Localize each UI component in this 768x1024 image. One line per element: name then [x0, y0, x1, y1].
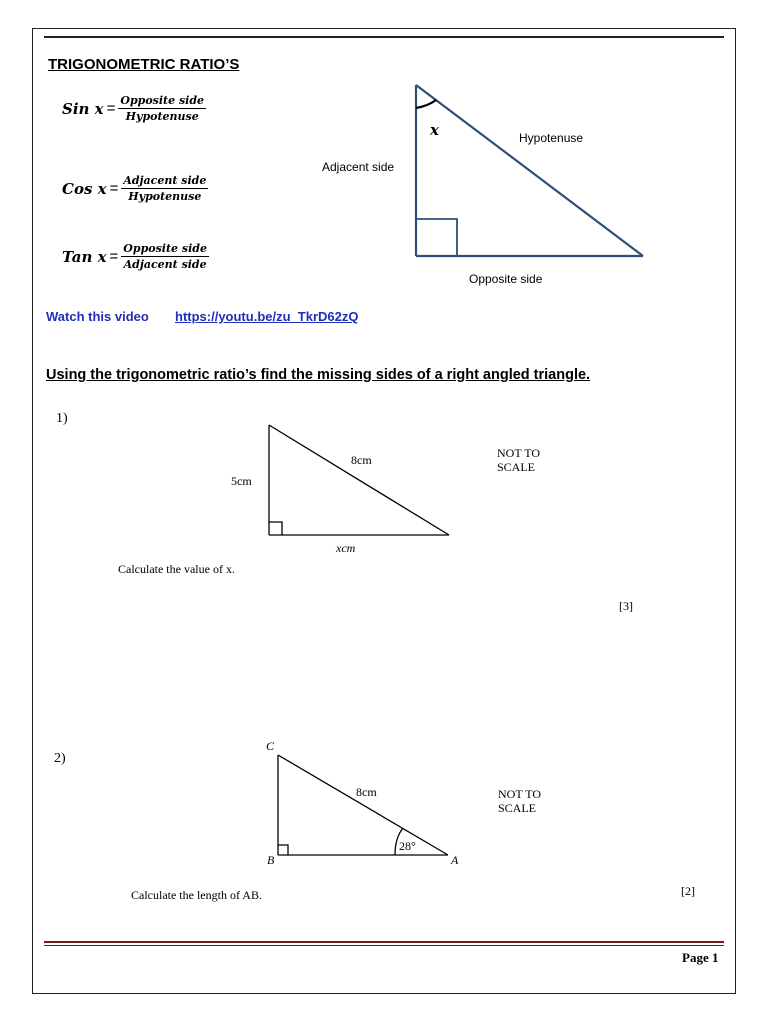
question-1-number: 1) — [56, 411, 68, 426]
sin-equals: = — [106, 100, 116, 117]
page-number: Page 1 — [682, 950, 719, 965]
tan-numerator: Opposite side — [123, 242, 207, 255]
cos-lhs: Cos x — [62, 179, 107, 198]
sin-numerator: Opposite side — [120, 94, 205, 107]
q1-note-line-2: SCALE — [497, 460, 536, 474]
q2-right-angle-mark — [278, 845, 288, 855]
q2-marks: [2] — [681, 884, 695, 898]
cos-denominator: Hypotenuse — [128, 190, 202, 203]
q1-prompt: Calculate the value of x. — [118, 562, 235, 576]
q2-side-hyp-label: 8cm — [356, 785, 377, 799]
q2-vertex-b: B — [267, 853, 275, 867]
q2-note-line-2: SCALE — [498, 801, 537, 815]
question-2-number: 2) — [54, 751, 66, 766]
q1-side-hyp-label: 8cm — [351, 453, 372, 467]
hypotenuse-label: Hypotenuse — [519, 131, 584, 145]
sin-lhs: Sin x — [62, 99, 104, 118]
q1-side-left-label: 5cm — [231, 474, 252, 488]
reference-angle-label: x — [430, 121, 439, 139]
opposite-label: Opposite side — [469, 272, 543, 286]
tan-denominator: Adjacent side — [123, 258, 207, 271]
q2-prompt: Calculate the length of AB. — [131, 888, 262, 902]
footer-rule-thin — [44, 945, 724, 946]
q2-vertex-a: A — [451, 853, 459, 867]
q2-vertex-c: C — [266, 739, 275, 753]
q2-not-to-scale-note — [498, 787, 541, 815]
page-title: TRIGONOMETRIC RATIO’S — [48, 56, 240, 73]
q2-angle-label: 28° — [399, 839, 416, 853]
cos-numerator: Adjacent side — [123, 174, 207, 187]
adjacent-label: Adjacent side — [322, 160, 395, 174]
instruction-heading: Using the trigonometric ratio’s find the missing sides of a right angled triangle. — [46, 367, 591, 383]
cos-equals: = — [109, 180, 119, 197]
footer-rule — [44, 941, 724, 943]
sin-denominator: Hypotenuse — [125, 110, 199, 123]
q1-marks: [3] — [619, 599, 633, 613]
tan-equals: = — [109, 248, 119, 265]
tan-lhs: Tan x — [62, 247, 107, 266]
video-prompt: Watch this video — [46, 309, 149, 324]
q1-side-bottom-label: xcm — [336, 541, 356, 555]
video-link[interactable]: https://youtu.be/zu_TkrD62zQ — [175, 309, 359, 324]
q1-note-line-1: NOT TO — [497, 446, 541, 460]
q2-note-line-1: NOT TO — [498, 787, 542, 801]
q2-ca-hypotenuse — [278, 755, 448, 855]
